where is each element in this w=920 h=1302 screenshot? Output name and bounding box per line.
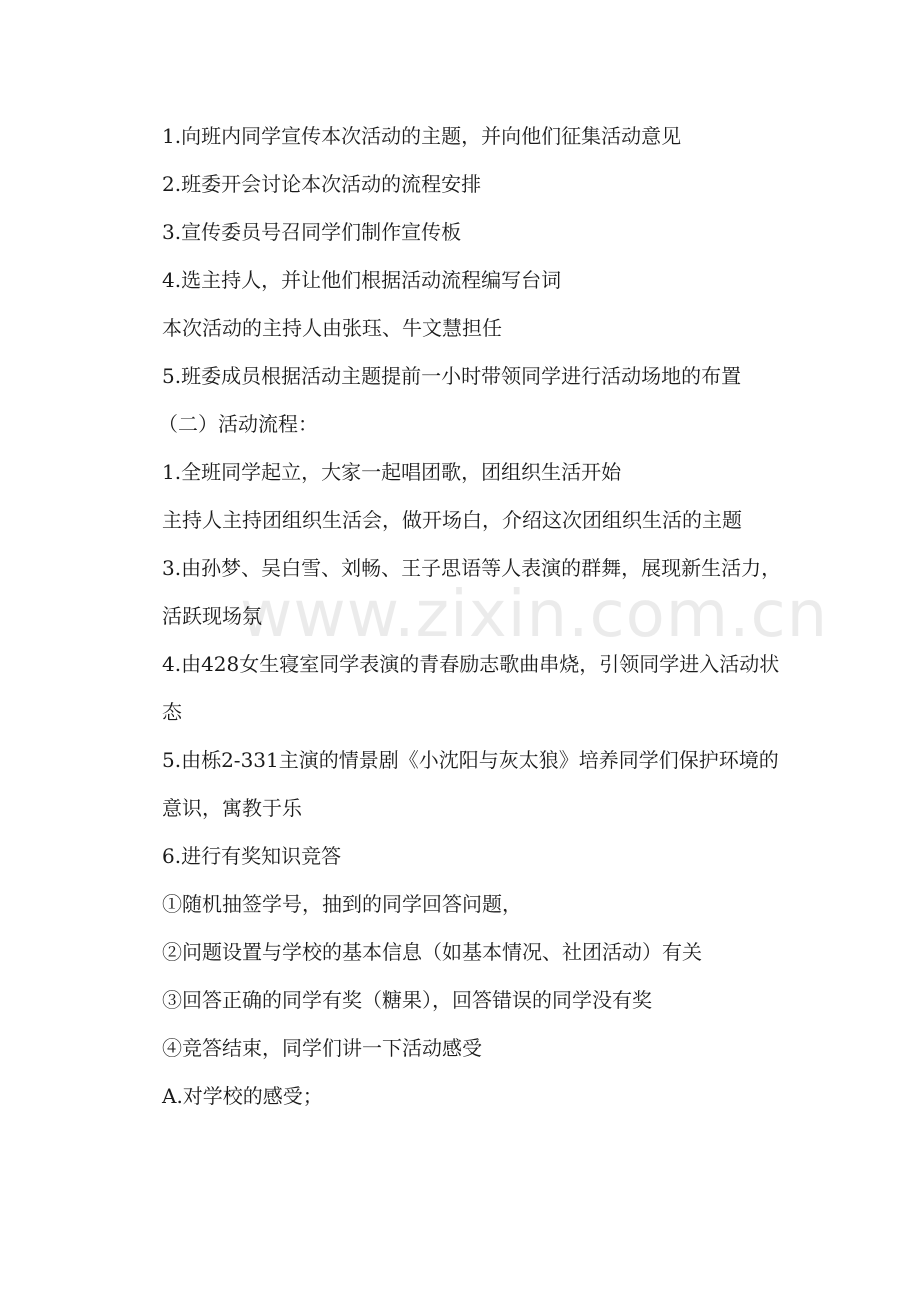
paragraph-16: ④竞答结束，同学们讲一下活动感受 — [162, 1036, 482, 1060]
paragraph-6: 5.班委成员根据活动主题提前一小时带领同学进行活动场地的布置 — [162, 364, 742, 388]
paragraph-13: ①随机抽签学号，抽到的同学回答问题， — [162, 892, 522, 916]
paragraph-2: 2.班委开会讨论本次活动的流程安排 — [162, 172, 482, 196]
paragraph-3: 3.宣传委员号召同学们制作宣传板 — [162, 220, 462, 244]
paragraph-7: 1.全班同学起立，大家一起唱团歌，团组织生活开始 — [162, 460, 622, 484]
watermark-text: www.zixin.com.cn — [240, 578, 829, 652]
paragraph-15: ③回答正确的同学有奖（糖果），回答错误的同学没有奖 — [162, 988, 652, 1012]
paragraph-8: 主持人主持团组织生活会，做开场白，介绍这次团组织生活的主题 — [162, 508, 742, 532]
paragraph-1: 1.向班内同学宣传本次活动的主题，并向他们征集活动意见 — [162, 124, 682, 148]
paragraph-4: 4.选主持人，并让他们根据活动流程编写台词 — [162, 268, 562, 292]
paragraph-17: A.对学校的感受； — [162, 1084, 323, 1108]
paragraph-14: ②问题设置与学校的基本信息（如基本情况、社团活动）有关 — [162, 940, 702, 964]
section-heading-activity-flow: （二）活动流程： — [158, 412, 318, 436]
paragraph-10: 4.由428女生寝室同学表演的青春励志歌曲串烧，引领同学进入活动状态 — [162, 652, 780, 724]
paragraph-12: 6.进行有奖知识竞答 — [162, 844, 342, 868]
paragraph-5: 本次活动的主持人由张珏、牛文慧担任 — [162, 316, 502, 340]
paragraph-11: 5.由栎2-331主演的情景剧《小沈阳与灰太狼》培养同学们保护环境的意识，寓教于乐 — [162, 748, 779, 820]
paragraph-9: 3.由孙梦、吴白雪、刘畅、王子思语等人表演的群舞，展现新生活力，活跃现场氛 — [162, 556, 782, 628]
document-body — [140, 112, 790, 1120]
